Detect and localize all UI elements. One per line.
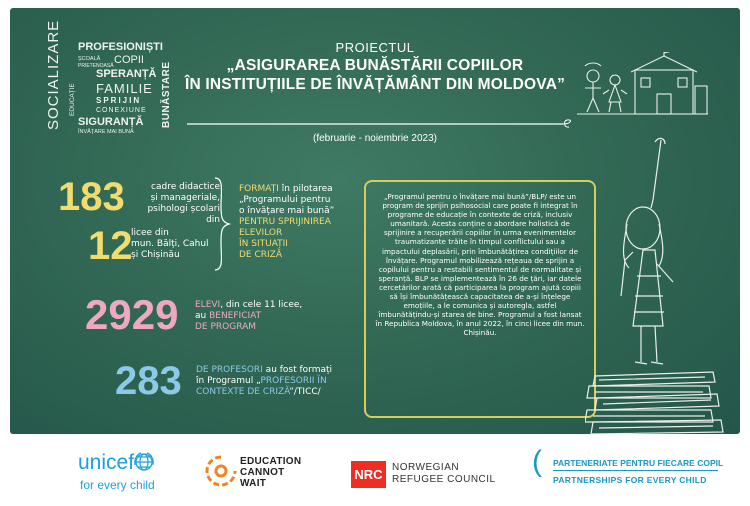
- word-educatie: EDUCAȚIE: [69, 83, 76, 116]
- stat-teachers-number: 183: [58, 175, 125, 219]
- ecw-line-3: WAIT: [240, 478, 267, 489]
- stat-schools-number: 12: [88, 224, 133, 268]
- word-profesionisti: PROFESIONIȘTI: [78, 41, 163, 53]
- title-kicker: PROIECTUL: [335, 40, 415, 55]
- chalkboard: [10, 8, 740, 434]
- students-hl-beneficiat: BENEFICIAT: [209, 311, 262, 321]
- pfc-name-en: PARTNERSHIPS FOR EVERY CHILD: [553, 475, 707, 485]
- stat-profs-label: [196, 365, 356, 398]
- word-socializare: SOCIALIZARE: [45, 19, 62, 130]
- students-hl-program: DE PROGRAM: [195, 322, 257, 332]
- stat-trained-label: [239, 184, 364, 261]
- schools-label-a: licee din: [131, 228, 169, 238]
- curly-brace: [212, 176, 232, 272]
- word-speranta: SPERANȚĂ: [96, 68, 157, 80]
- teachers-label-a: cadre didactice: [151, 182, 220, 192]
- ecw-line-1: EDUCATION: [240, 456, 302, 467]
- students-hl-elevi: ELEVI: [195, 300, 221, 310]
- schools-label-c: și Chișinău: [131, 250, 180, 260]
- profs-t1: au fost formați: [262, 365, 333, 375]
- pfc-paren-icon: (: [532, 445, 542, 478]
- trained-t2: „Programului pentru: [239, 195, 331, 205]
- pfc-divider: [553, 470, 718, 471]
- trained-hl-3: ELEVILOR: [239, 228, 283, 238]
- program-description-box: [364, 180, 596, 418]
- nrc-logo-box: NRC: [351, 461, 386, 488]
- nrc-line-1: NORWEGIAN: [392, 462, 460, 473]
- nrc-logo-text: [392, 462, 496, 486]
- girl-on-books-drawing: [585, 136, 725, 434]
- word-copii: COPII: [114, 54, 144, 66]
- title-line-2: ÎN INSTITUȚIILE DE ÎNVĂȚĂMÂNT DIN MOLDOVA”: [184, 76, 566, 93]
- partner-logos: [0, 434, 750, 506]
- word-familie: FAMILIE: [96, 81, 153, 96]
- teachers-label-b: și manageriale,: [150, 193, 220, 203]
- students-t1: , din cele 11 licee,: [220, 300, 303, 310]
- profs-hl-profesori: DE PROFESORI: [196, 365, 263, 375]
- project-period: (februarie - noiembrie 2023): [313, 133, 437, 144]
- students-t2: au: [195, 311, 210, 321]
- stat-schools-label: [131, 228, 221, 261]
- program-description: „Programul pentru o învățare mai bună”/BLP/ este un program de sprijin psihosocial care poate fi integrat în programe de educație în contexte de criză, inclusiv umanitară. Acesta conține o abordare holistică de sprijinire a recuperării copiilor în urma evenimentelor traumatizante trăite în timpul conflictului sau a impactului deplasării, prin îmbunătățirea condițiilor de învățare. Programul mobilizează rețeaua de sprijin a copilului pentru a restabili sentimentul de normalitate și speranță. BLP se implementează în 26 de țări, iar datele cercetărilor arată că participarea la program ajută copiii să își îmbunătățească capacitatea de a-și înțelege emoțiile, a le comunica și autoregla, astfel îmbunătățindu-și starea de bine. Programul a fost lansat în Republica Moldova, în anul 2022, în cinci licee din mun. Chișinău.: [375, 192, 585, 338]
- trained-t3: o învățare mai bună”: [239, 206, 335, 216]
- nrc-line-2: REFUGEE COUNCIL: [392, 474, 496, 485]
- trained-hl-4: ÎN SITUAȚII: [239, 239, 288, 249]
- stat-teachers-label: [132, 182, 220, 226]
- project-title: [180, 40, 570, 94]
- word-invatare: ÎNVĂȚARE MAI BUNĂ: [78, 129, 134, 135]
- profs-t2: în Programul „: [196, 376, 261, 386]
- word-sprijin: SPRIJIN: [96, 96, 142, 105]
- trained-t1: în pilotarea: [278, 184, 333, 194]
- profs-hl-3: CONTEXTE DE CRIZĂ: [196, 387, 290, 397]
- unicef-logo-name: unicef: [78, 451, 135, 474]
- title-underline: [185, 118, 577, 130]
- trained-hl-formati: FORMAȚI: [239, 184, 279, 194]
- schools-label-b: mun. Bălți, Cahul: [131, 239, 209, 249]
- word-bunastare: BUNĂSTARE: [161, 61, 172, 128]
- word-scoala: ȘCOALĂ: [78, 56, 101, 62]
- unicef-tagline: for every child: [80, 478, 155, 492]
- word-prietenoasa: PRIETENOASĂ: [78, 63, 114, 69]
- word-conexiune: CONEXIUNE: [96, 107, 147, 114]
- ecw-logo-text: [240, 456, 301, 489]
- word-siguranta: SIGURANȚĂ: [78, 116, 144, 128]
- trained-hl-5: DE CRIZĂ: [239, 250, 282, 260]
- ecw-circle-icon: [204, 454, 238, 488]
- teachers-label-c: psihologi școlari din: [147, 204, 220, 225]
- stat-students-number: 2929: [85, 291, 179, 338]
- trained-hl-2: PENTRU SPRIJINIREA: [239, 217, 331, 227]
- stat-students-label: [195, 300, 315, 333]
- unicef-globe-icon: [133, 451, 155, 473]
- pfc-name-ro: PARTENERIATE PENTRU FIECARE COPIL: [553, 458, 724, 468]
- title-line-1: „ASIGURAREA BUNĂSTĂRII COPIILOR: [226, 57, 524, 74]
- school-drawing: [575, 52, 710, 122]
- profs-t3: ”/TICC/: [289, 387, 321, 397]
- ecw-line-2: CANNOT: [240, 467, 285, 478]
- profs-hl-2: PROFESORII ÎN: [260, 376, 327, 386]
- stat-profs-number: 283: [115, 359, 182, 403]
